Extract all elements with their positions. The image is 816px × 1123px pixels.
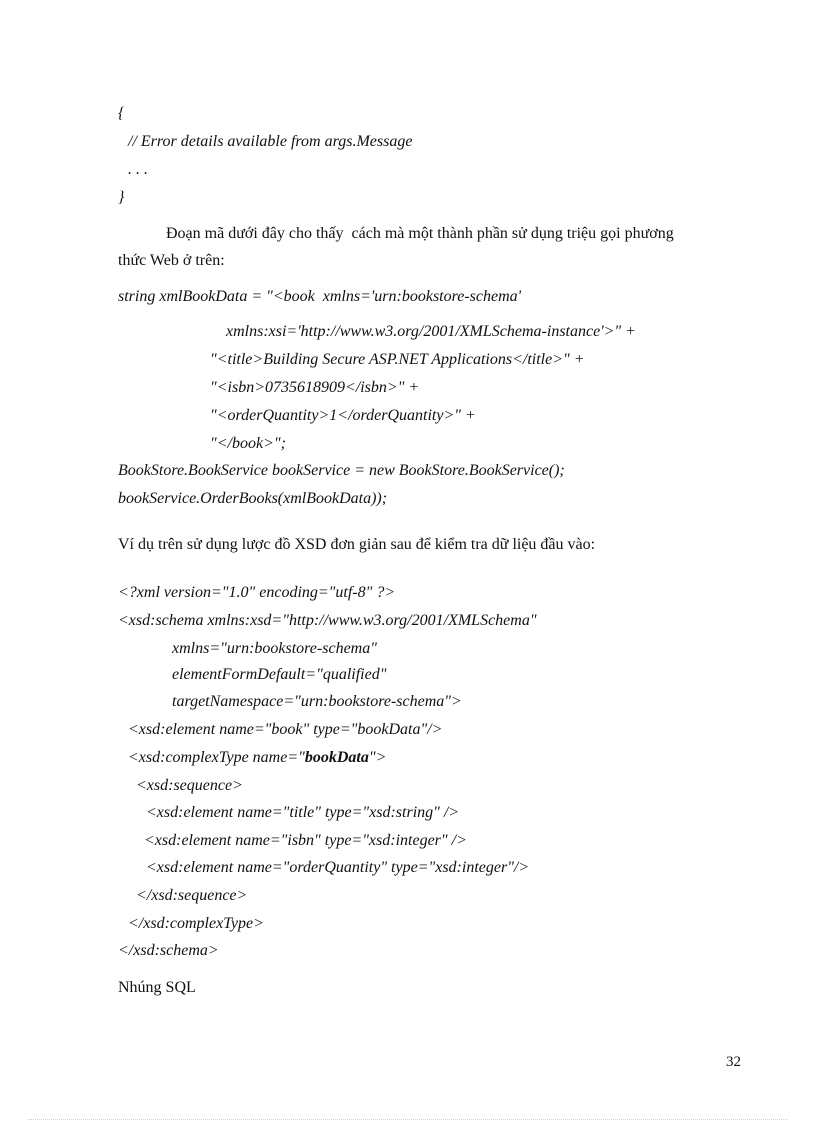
code-line: "<title>Building Secure ASP.NET Applications</title>" + bbox=[210, 351, 585, 368]
xsd-line: <xsd:schema xmlns:xsd="http://www.w3.org/2001/XMLSchema" bbox=[118, 612, 537, 629]
paragraph-line: thức Web ở trên: bbox=[118, 252, 225, 269]
code-line: string xmlBookData = "<book xmlns='urn:bookstore-schema' bbox=[118, 288, 522, 305]
code-close-brace: } bbox=[118, 189, 125, 206]
paragraph-line: Ví dụ trên sử dụng lược đồ XSD đơn giản sau để kiểm tra dữ liệu đầu vào: bbox=[118, 536, 596, 553]
xsd-text: <xsd:complexType name=" bbox=[128, 749, 305, 766]
xsd-line bbox=[128, 748, 386, 768]
xsd-line: <xsd:sequence> bbox=[136, 777, 243, 794]
code-line: "<orderQuantity>1</orderQuantity>" + bbox=[210, 407, 476, 424]
footer-divider bbox=[28, 1119, 788, 1120]
code-line: bookService.OrderBooks(xmlBookData)); bbox=[118, 490, 388, 507]
xsd-line: </xsd:sequence> bbox=[136, 887, 248, 904]
xsd-line: </xsd:schema> bbox=[118, 942, 219, 959]
xsd-line: targetNamespace="urn:bookstore-schema"> bbox=[172, 693, 462, 710]
xsd-line: <xsd:element name="orderQuantity" type="xsd:integer"/> bbox=[146, 859, 530, 876]
paragraph-line: Đoạn mã dưới đây cho thấy cách mà một thành phần sử dụng triệu gọi phương bbox=[166, 225, 674, 242]
code-comment: // Error details available from args.Message bbox=[128, 133, 413, 150]
xsd-line: <?xml version="1.0" encoding="utf-8" ?> bbox=[118, 584, 396, 601]
xsd-line: <xsd:element name="book" type="bookData"/> bbox=[128, 721, 443, 738]
xsd-text: "> bbox=[368, 749, 387, 766]
xsd-line: xmlns="urn:bookstore-schema" bbox=[172, 640, 377, 657]
xsd-line: <xsd:element name="title" type="xsd:string" /> bbox=[146, 804, 460, 821]
code-line: xmlns:xsi='http://www.w3.org/2001/XMLSchema-instance'>" + bbox=[226, 323, 636, 340]
section-heading: Nhúng SQL bbox=[118, 979, 196, 996]
code-line: "<isbn>0735618909</isbn>" + bbox=[210, 379, 420, 396]
code-line: "</book>"; bbox=[210, 435, 286, 452]
xsd-line: </xsd:complexType> bbox=[128, 915, 264, 932]
code-ellipsis: . . . bbox=[128, 161, 148, 178]
page-number: 32 bbox=[726, 1054, 741, 1070]
xsd-line: elementFormDefault="qualified" bbox=[172, 666, 387, 683]
code-line: BookStore.BookService bookService = new BookStore.BookService(); bbox=[118, 462, 565, 479]
xsd-line: <xsd:element name="isbn" type="xsd:integer" /> bbox=[144, 832, 467, 849]
code-open-brace: { bbox=[118, 105, 125, 122]
xsd-bold-type-name: bookData bbox=[304, 749, 369, 766]
